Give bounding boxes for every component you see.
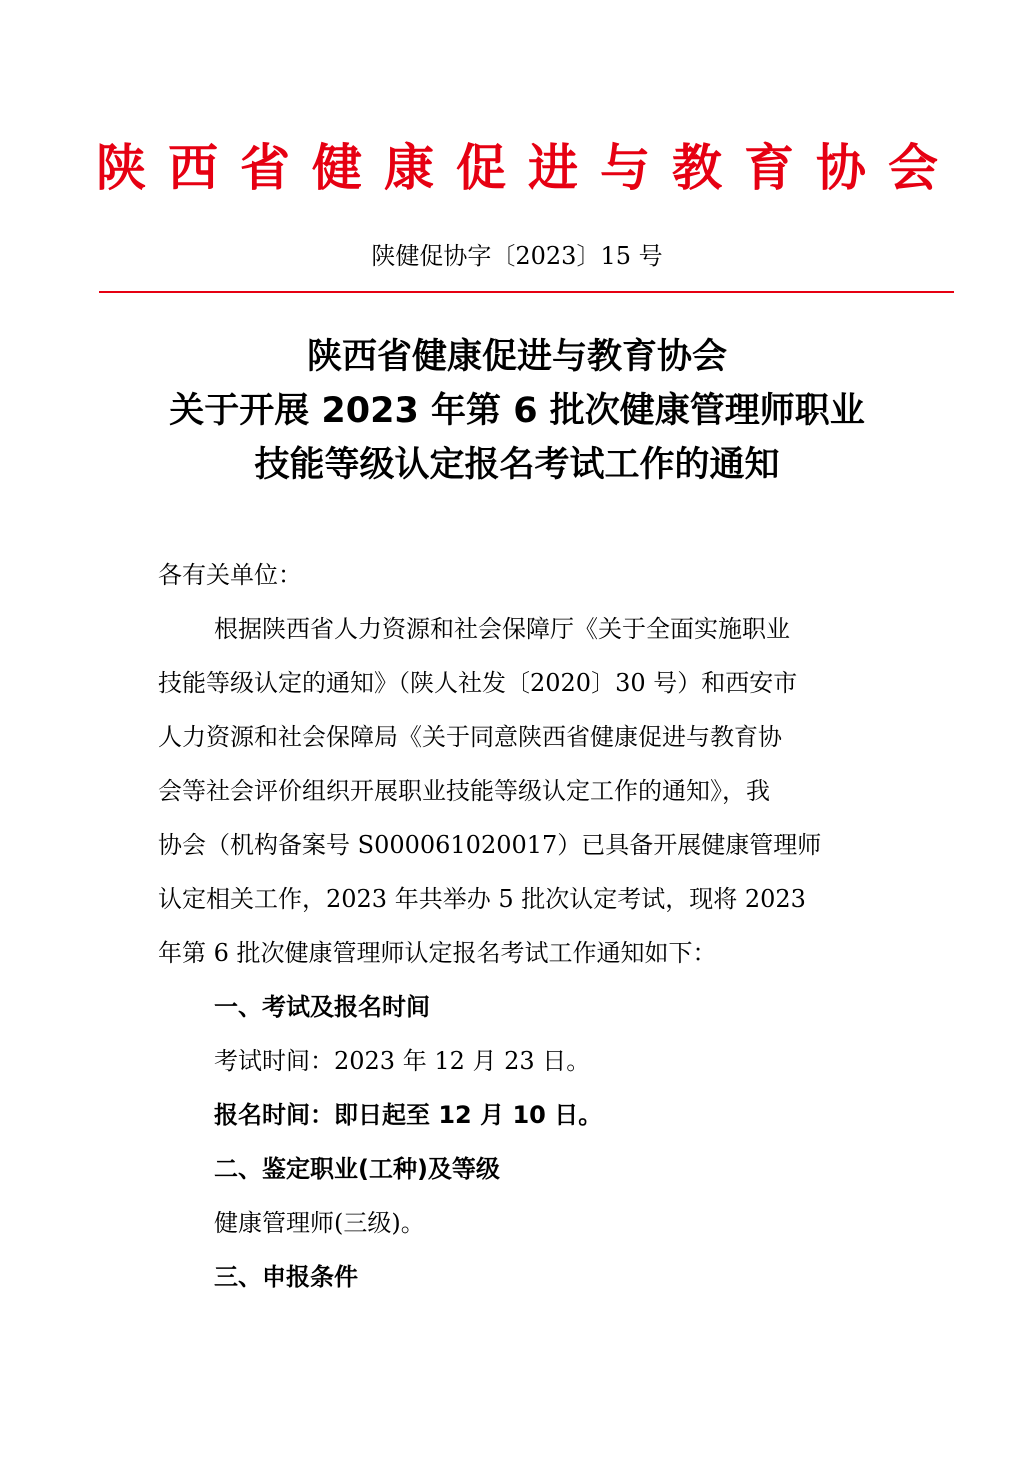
organization-header: 陕西省健康促进与教育协会 bbox=[96, 139, 960, 197]
notice-body bbox=[158, 548, 878, 1304]
section-2-heading: 二、鉴定职业(工种)及等级 bbox=[214, 1155, 500, 1183]
intro-line: 技能等级认定的通知》（陕人社发〔2020〕30 号）和西安市 bbox=[158, 669, 798, 697]
intro-paragraph bbox=[158, 602, 878, 980]
intro-line: 年第 6 批次健康管理师认定报名考试工作通知如下： bbox=[158, 939, 717, 967]
title-line-2: 关于开展 2023 年第 6 批次健康管理师职业 bbox=[169, 391, 865, 431]
title-line-1: 陕西省健康促进与教育协会 bbox=[306, 337, 727, 377]
exam-time: 考试时间：2023 年 12 月 23 日。 bbox=[214, 1047, 591, 1075]
section-3-heading: 三、申报条件 bbox=[214, 1263, 358, 1291]
intro-line: 协会（机构备案号 S000061020017）已具备开展健康管理师 bbox=[158, 831, 822, 859]
intro-line: 根据陕西省人力资源和社会保障厅《关于全面实施职业 bbox=[214, 615, 790, 643]
title-line-3: 技能等级认定报名考试工作的通知 bbox=[254, 445, 780, 485]
notice-title bbox=[100, 330, 934, 492]
salutation: 各有关单位： bbox=[158, 561, 302, 589]
red-divider bbox=[99, 291, 954, 293]
intro-line: 认定相关工作，2023 年共举办 5 批次认定考试，现将 2023 bbox=[158, 885, 806, 913]
intro-line: 人力资源和社会保障局《关于同意陕西省健康促进与教育协 bbox=[158, 723, 782, 751]
section-1-heading: 一、考试及报名时间 bbox=[214, 993, 430, 1021]
registration-time: 报名时间：即日起至 12 月 10 日。 bbox=[214, 1101, 603, 1129]
intro-line: 会等社会评价组织开展职业技能等级认定工作的通知》，我 bbox=[158, 777, 770, 805]
occupation-level: 健康管理师(三级)。 bbox=[214, 1209, 425, 1237]
document-number: 陕健促协字〔2023〕15 号 bbox=[371, 242, 663, 270]
